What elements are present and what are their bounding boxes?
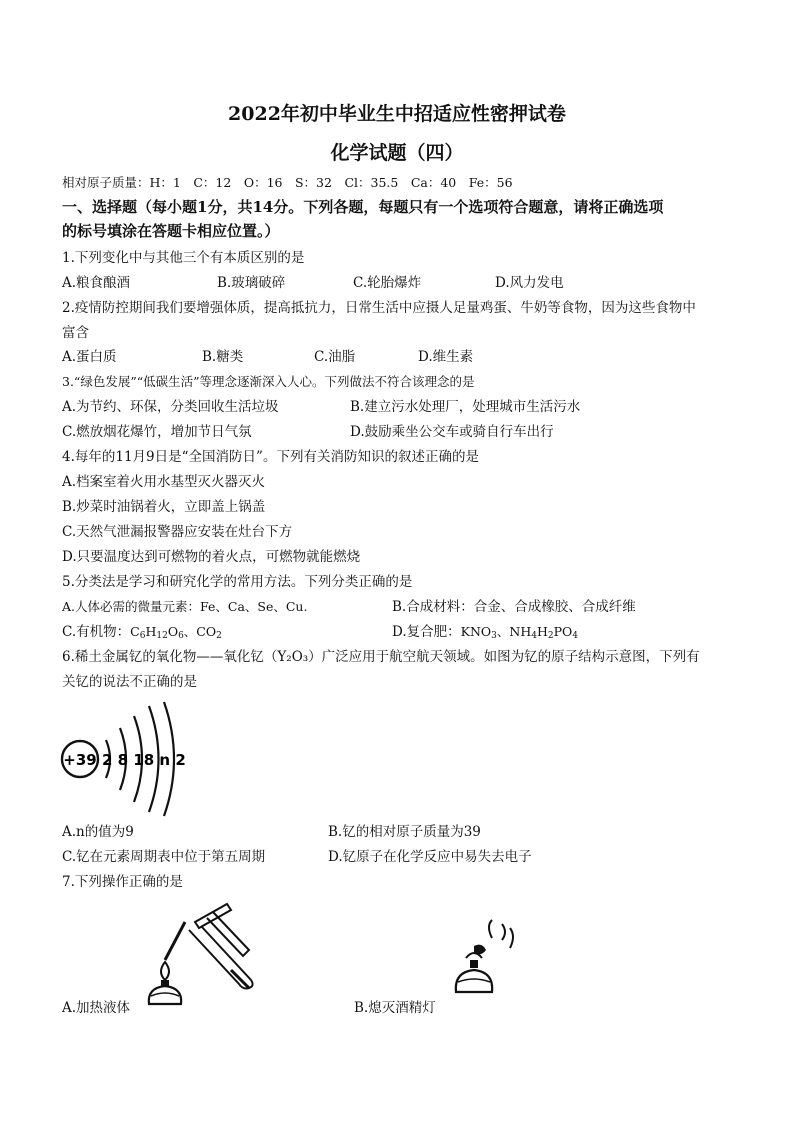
q1-option-d: D.风力发电 [495, 275, 564, 291]
question-5-stem: 5.分类法是学习和研究化学的常用方法。下列分类正确的是 [62, 574, 413, 590]
q2-option-c: C.油脂 [314, 349, 356, 365]
question-4-stem: 4.每年的11月9日是“全国消防日”。下列有关消防知识的叙述正确的是 [62, 449, 479, 465]
q5-option-d [392, 623, 578, 641]
q5-option-c-formulas: $C_6H_{12}O_6$、$CO_2$ [130, 624, 222, 641]
q3-option-a: A.为节约、环保，分类回收生活垃圾 [62, 399, 279, 415]
q5-option-d-prefix: D.复合肥： [392, 624, 461, 640]
q3-option-b: B.建立污水处理厂，处理城市生活污水 [350, 399, 581, 415]
question-1-stem: 1.下列变化中与其他三个有本质区别的是 [62, 250, 305, 266]
q5-option-a: A.人体必需的微量元素：Fe、Ca、Se、Cu. [62, 599, 308, 614]
q4-option-c: C.天然气泄漏报警器应安装在灶台下方 [62, 524, 293, 540]
q4-option-a: A.档案室着火用水基型灭火器灭火 [62, 474, 266, 490]
q6-option-c: C.钇在元素周期表中位于第五周期 [62, 849, 266, 865]
atom-structure-diagram [58, 702, 186, 812]
q5-option-d-formulas: $KNO_3$、$NH_4H_2PO_4$ [460, 624, 579, 641]
heating-liquid-illustration [145, 900, 285, 1010]
question-6-stem-line2: 关钇的说法不正确的是 [62, 674, 197, 690]
exam-title: 2022年初中毕业生中招适应性密押试卷 [228, 103, 566, 125]
q6-option-a: A.n的值为9 [62, 824, 134, 840]
shell-electron-counts: 2 8 18 n 2 [102, 751, 186, 769]
q5-option-b: B.合成材料：合金、合成橡胶、合成纤维 [392, 599, 636, 615]
section-heading-line2: 的标号填涂在答题卡相应位置。） [62, 222, 280, 240]
q5-option-c-prefix: C.有机物： [62, 624, 131, 640]
q7-option-a: A.加热液体 [62, 1000, 131, 1016]
q6-option-b: B.钇的相对原子质量为39 [328, 824, 481, 840]
q7-option-b: B.熄灭酒精灯 [354, 1000, 436, 1016]
q1-option-b: B.玻璃破碎 [217, 275, 286, 291]
question-2-stem-line1: 2.疫情防控期间我们要增强体质，提高抵抗力，日常生活中应摄人足量鸡蛋、牛奶等食物，因为这些食物中 [62, 300, 696, 316]
question-6-stem-line1: 6.稀土金属钇的氧化物——氧化钇（Y₂O₃）广泛应用于航空航天领域。如图为钇的原子结构示意图，下列有 [62, 649, 700, 665]
q6-option-d: D.钇原子在化学反应中易失去电子 [328, 849, 532, 865]
q1-option-c: C.轮胎爆炸 [353, 275, 422, 291]
exam-subtitle: 化学试题（四） [330, 142, 464, 164]
q2-option-b: B.糖类 [202, 349, 244, 365]
q3-option-c: C.燃放烟花爆竹，增加节日气氛 [62, 424, 252, 440]
q2-option-d: D.维生素 [418, 349, 474, 365]
alcohol-lamp-illustration [452, 918, 542, 1008]
q4-option-b: B.炒菜时油锅着火，立即盖上锅盖 [62, 499, 266, 515]
question-3-stem: 3.“绿色发展”“低碳生活”等理念逐渐深入人心。下列做法不符合该理念的是 [62, 374, 475, 389]
q2-option-a: A.蛋白质 [62, 349, 117, 365]
q3-option-d: D.鼓励乘坐公交车或骑自行车出行 [350, 424, 554, 440]
atomic-masses: 相对原子质量：H：1 C：12 O：16 S：32 Cl：35.5 Ca：40 Fe：56 [62, 175, 513, 190]
q4-option-d: D.只要温度达到可燃物的着火点，可燃物就能燃烧 [62, 549, 361, 565]
nucleus-charge: +39 [63, 751, 97, 769]
question-7-stem: 7.下列操作正确的是 [62, 874, 183, 890]
section-heading-line1: 一、选择题（每小题1分，共14分。下列各题，每题只有一个选项符合题意，请将正确选项 [62, 198, 664, 216]
q5-option-c [62, 623, 222, 641]
q1-option-a: A.粮食酿酒 [62, 275, 131, 291]
question-2-stem-line2: 富含 [62, 325, 89, 341]
